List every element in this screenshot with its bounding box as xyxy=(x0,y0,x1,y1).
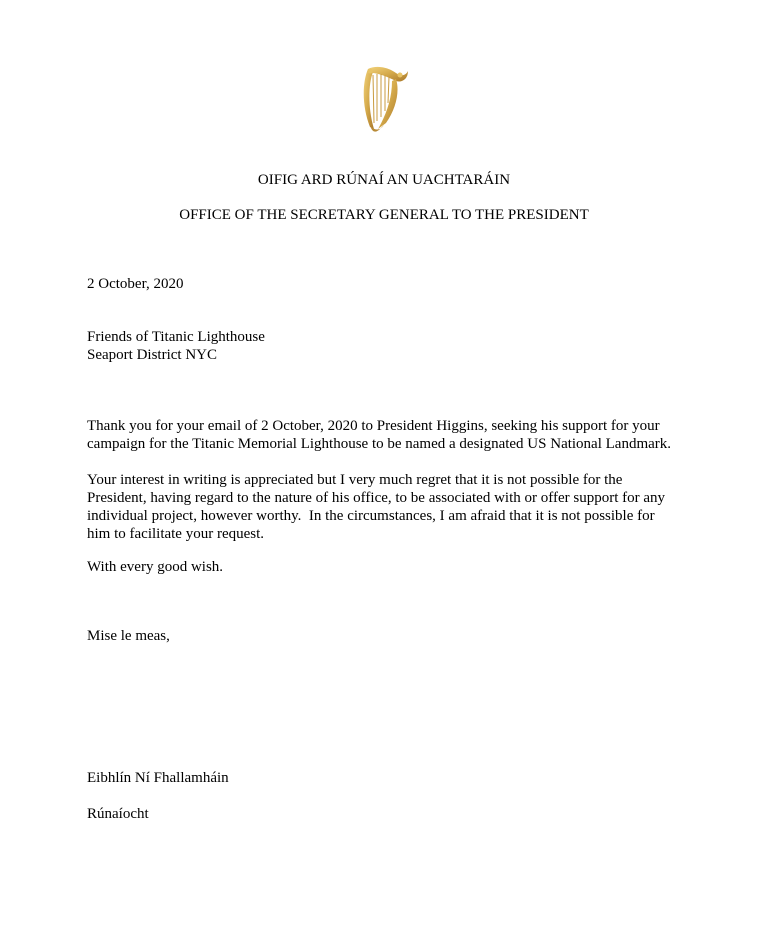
body-paragraph-1 xyxy=(87,417,737,453)
paragraph-line: President, having regard to the nature of his office, to be associated with or offer support for any xyxy=(87,490,666,506)
closing-salutation: Mise le meas, xyxy=(87,628,170,644)
body-paragraph-3: With every good wish. xyxy=(87,559,224,575)
paragraph-line: campaign for the Titanic Memorial Lighthouse to be named a designated US National Landmark. xyxy=(87,436,672,452)
recipient-line: Seaport District NYC xyxy=(87,347,217,363)
signatory-name: Eibhlín Ní Fhallamháin xyxy=(87,770,229,786)
office-title-irish: OIFIG ARD RÚNAÍ AN UACHTARÁIN xyxy=(257,172,511,188)
signatory-title: Rúnaíocht xyxy=(87,806,149,822)
recipient-address xyxy=(87,328,737,364)
paragraph-line: him to facilitate your request. xyxy=(87,526,265,542)
paragraph-line: Thank you for your email of 2 October, 2020 to President Higgins, seeking his support for your xyxy=(87,418,660,434)
office-title-english: OFFICE OF THE SECRETARY GENERAL TO THE PRESIDENT xyxy=(179,207,589,223)
letter-date: 2 October, 2020 xyxy=(87,276,184,292)
paragraph-line: individual project, however worthy. In the circumstances, I am afraid that it is not possible for xyxy=(87,508,655,524)
recipient-line: Friends of Titanic Lighthouse xyxy=(87,329,265,345)
paragraph-line: Your interest in writing is appreciated but I very much regret that it is not possible for the xyxy=(87,472,623,488)
harp-icon xyxy=(356,63,412,135)
body-paragraph-2 xyxy=(87,471,737,543)
